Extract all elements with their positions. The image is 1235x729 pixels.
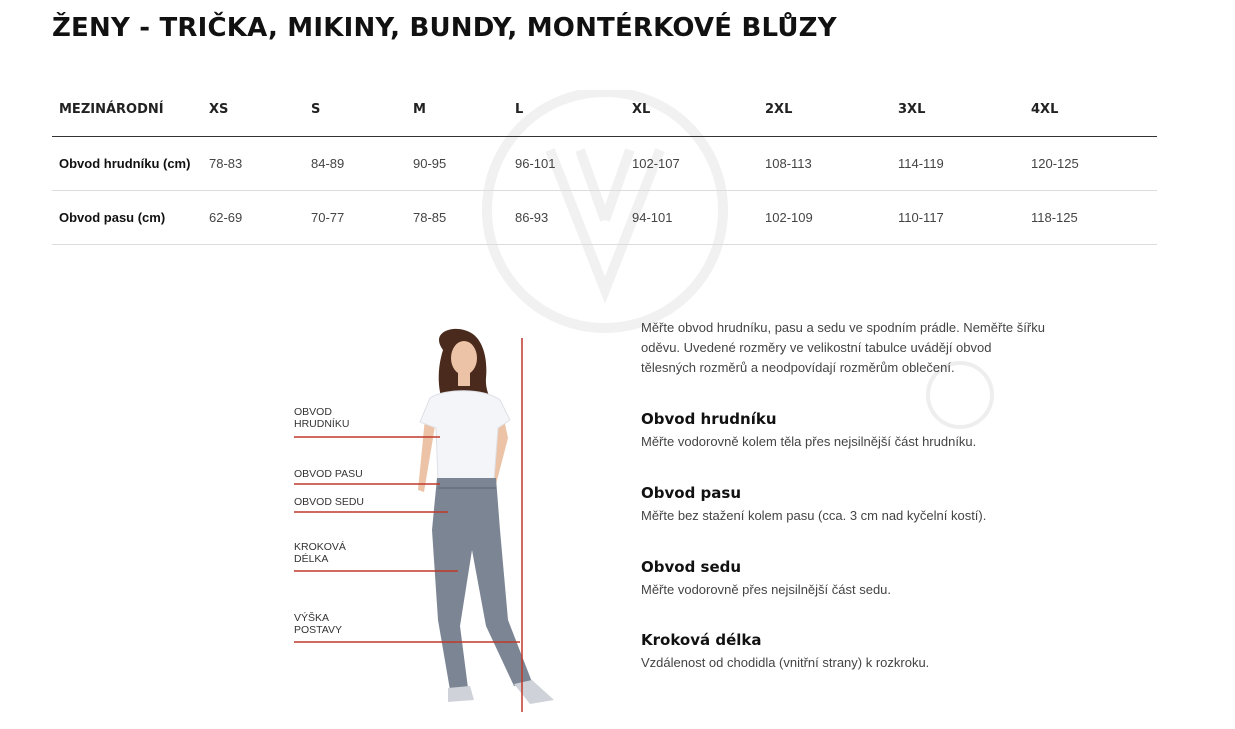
table-cell: 96-101 (515, 156, 556, 171)
info-inseam (641, 631, 1201, 671)
label-chest: OBVOD HRUDNÍKU (294, 406, 350, 430)
info-chest-title: Obvod hrudníku (641, 410, 777, 428)
table-cell: 86-93 (515, 210, 549, 225)
table-row-chest (52, 137, 1157, 191)
table-cell: 114-119 (898, 156, 944, 171)
label-height: VÝŠKA POSTAVY (294, 612, 343, 636)
table-cell: 70-77 (311, 210, 345, 225)
row-label-chest: Obvod hrudníku (cm) (59, 156, 191, 171)
page-title: ŽENY - TRIČKA, MIKINY, BUNDY, MONTÉRKOVÉ BLŮZY (52, 13, 837, 43)
info-waist-text: Měřte bez stažení kolem pasu (cca. 3 cm nad kyčelní kostí). (641, 508, 987, 523)
info-chest-text: Měřte vodorovně kolem těla přes nejsilnější část hrudníku. (641, 434, 977, 449)
measurement-figure (280, 320, 580, 724)
size-l-header: L (508, 82, 625, 137)
info-hips (641, 558, 1201, 598)
table-cell: 84-89 (311, 156, 345, 171)
table-cell: 78-83 (209, 156, 243, 171)
info-inseam-title: Kroková délka (641, 631, 762, 649)
size-s-header: S (304, 82, 406, 137)
size-m-header: M (406, 82, 508, 137)
label-waist: OBVOD PASU (294, 468, 363, 480)
table-cell: 110-117 (898, 210, 944, 225)
info-hips-title: Obvod sedu (641, 558, 742, 576)
info-inseam-text: Vzdálenost od chodidla (vnitřní strany) k rozkroku. (641, 655, 930, 670)
info-waist-title: Obvod pasu (641, 484, 741, 502)
table-cell: 102-107 (632, 156, 680, 171)
info-chest (641, 410, 1201, 450)
measurement-intro: Měřte obvod hrudníku, pasu a sedu ve spodním prádle. Neměřte šířku oděvu. Uvedené rozměry ve velikostní tabulce uvádějí obvod tělesných rozměrů a neodpovídají rozměrům oblečení. (641, 320, 1045, 375)
size-2xl-header: 2XL (758, 82, 891, 137)
table-cell: 108-113 (765, 156, 812, 171)
table-cell: 94-101 (632, 210, 673, 225)
info-waist (641, 484, 1201, 524)
table-cell: 102-109 (765, 210, 813, 225)
header-international: MEZINÁRODNÍ (52, 82, 202, 137)
table-cell: 120-125 (1031, 156, 1079, 171)
label-hips: OBVOD SEDU (294, 496, 365, 508)
table-cell: 62-69 (209, 210, 243, 225)
size-4xl-header: 4XL (1024, 82, 1157, 137)
size-header-row (52, 82, 1157, 137)
table-cell: 78-85 (413, 210, 447, 225)
size-xl-header: XL (625, 82, 758, 137)
table-cell: 90-95 (413, 156, 447, 171)
label-inseam: KROKOVÁ DÉLKA (294, 541, 346, 565)
size-table (52, 82, 1157, 245)
info-hips-text: Měřte vodorovně přes nejsilnější část sedu. (641, 582, 892, 597)
row-label-waist: Obvod pasu (cm) (59, 210, 166, 225)
woman-figure-illustration (280, 320, 580, 724)
table-cell: 118-125 (1031, 210, 1078, 225)
table-row-waist (52, 191, 1157, 245)
size-3xl-header: 3XL (891, 82, 1024, 137)
size-xs-header: XS (202, 82, 304, 137)
